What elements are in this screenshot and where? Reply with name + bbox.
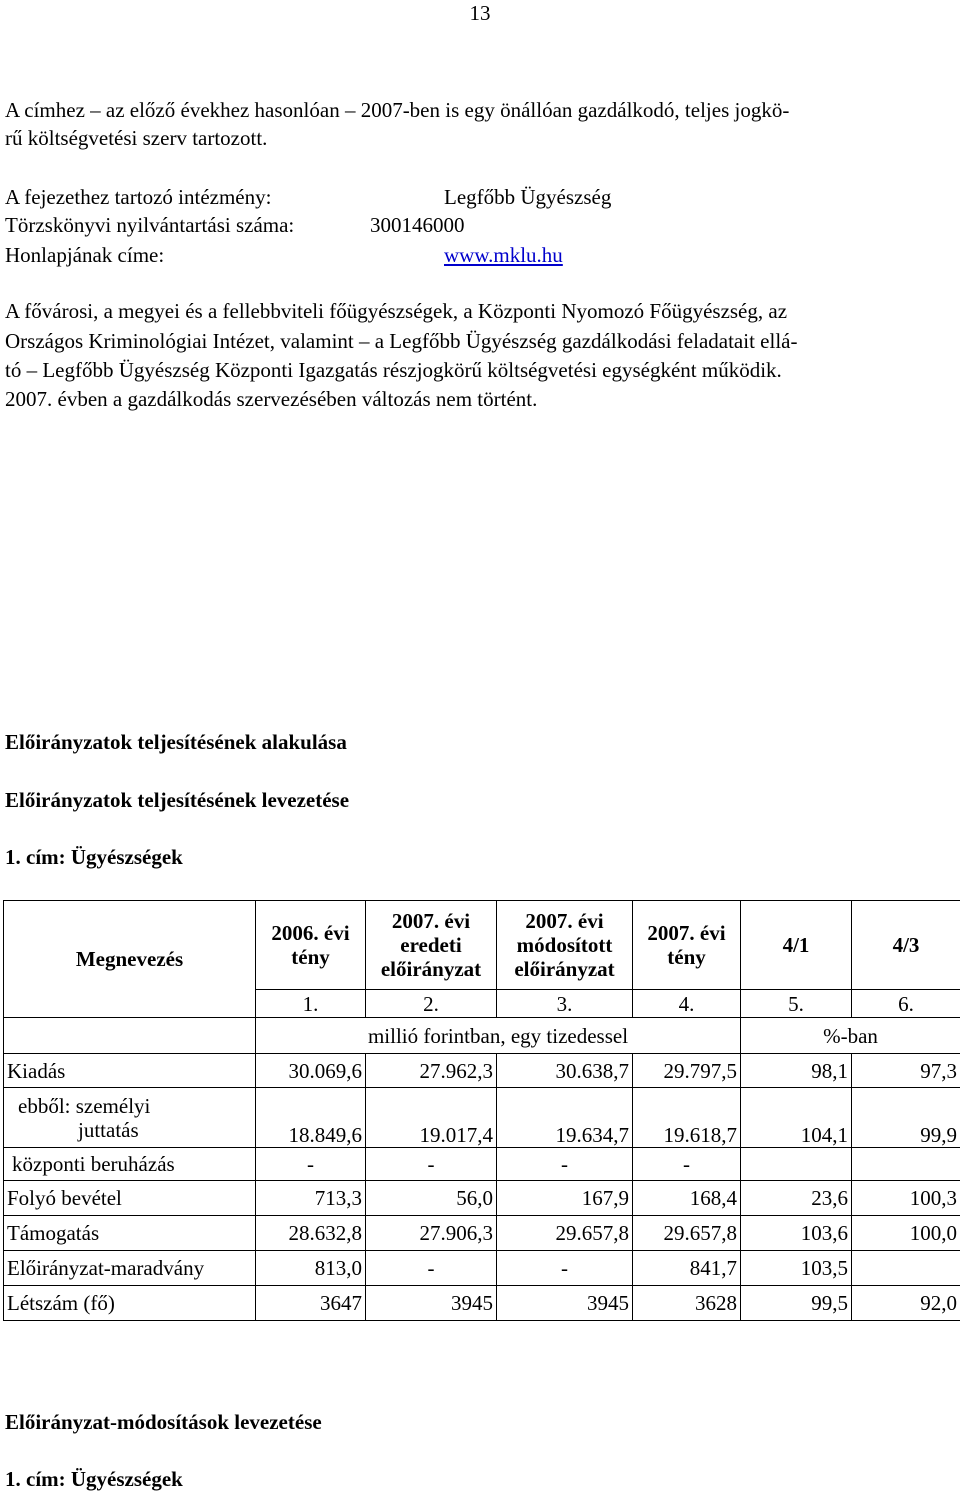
registry-value: 300146000: [370, 213, 465, 237]
cell: 100,0: [852, 1216, 960, 1251]
cell: 30.069,6: [256, 1054, 366, 1088]
cell: 19.634,7: [497, 1088, 633, 1148]
intro-line-2: rű költségvetési szerv tartozott.: [5, 126, 268, 150]
cell: -: [497, 1148, 633, 1181]
col-num: 4.: [633, 990, 741, 1018]
website-link[interactable]: www.mklu.hu: [444, 243, 563, 267]
cell: 18.849,6: [256, 1088, 366, 1148]
row-label: központi beruházás: [4, 1148, 256, 1181]
table-row: [4, 1286, 960, 1321]
cell: [741, 1148, 852, 1181]
row-label: ebből: személyi juttatás: [4, 1088, 256, 1148]
unit-empty: [4, 1018, 256, 1054]
paragraph-line-2: Országos Kriminológiai Intézet, valamint – a Legfőbb Ügyészség gazdálkodási feladatait ellá-: [5, 329, 798, 353]
cell: -: [366, 1251, 497, 1286]
cell: 104,1: [741, 1088, 852, 1148]
header-ratio-4-1: 4/1: [741, 901, 852, 990]
header-2007-original: 2007. évi eredeti előirányzat: [366, 901, 497, 990]
cell: 3647: [256, 1286, 366, 1321]
row-label: Kiadás: [4, 1054, 256, 1088]
cell: 3628: [633, 1286, 741, 1321]
appropriations-table: [3, 900, 960, 1321]
paragraph-line-4: 2007. évben a gazdálkodás szervezésében változás nem történt.: [5, 387, 538, 411]
website-label: Honlapjának címe:: [5, 243, 165, 267]
paragraph-line-1: A fővárosi, a megyei és a fellebbviteli főügyészségek, a Központi Nyomozó Főügyészség, az: [5, 299, 788, 323]
col-num: 6.: [852, 990, 960, 1018]
cell: -: [366, 1148, 497, 1181]
paragraph-line-3: tó – Legfőbb Ügyészség Központi Igazgatás részjogkörű költségvetési egységként működik.: [5, 358, 782, 382]
row-label: Létszám (fő): [4, 1286, 256, 1321]
cell: 3945: [366, 1286, 497, 1321]
cell: 97,3: [852, 1054, 960, 1088]
table-row: [4, 1216, 960, 1251]
heading-performance: Előirányzatok teljesítésének alakulása: [5, 730, 347, 754]
header-name: Megnevezés: [4, 901, 256, 1018]
row-label: Folyó bevétel: [4, 1181, 256, 1216]
institution-label: A fejezethez tartozó intézmény:: [5, 185, 272, 209]
col-num: 3.: [497, 990, 633, 1018]
heading-modifications: Előirányzat-módosítások levezetése: [5, 1410, 322, 1434]
header-2007-modified: 2007. évi módosított előirányzat: [497, 901, 633, 990]
cell: 29.797,5: [633, 1054, 741, 1088]
cell: 99,5: [741, 1286, 852, 1321]
table-row: [4, 1251, 960, 1286]
cell: -: [497, 1251, 633, 1286]
unit-money: millió forintban, egy tizedessel: [256, 1018, 741, 1054]
cell: 28.632,8: [256, 1216, 366, 1251]
cell: 99,9: [852, 1088, 960, 1148]
cell: 30.638,7: [497, 1054, 633, 1088]
cell: 29.657,8: [497, 1216, 633, 1251]
header-2006-actual: 2006. évi tény: [256, 901, 366, 990]
cell: 92,0: [852, 1286, 960, 1321]
unit-percent: %-ban: [741, 1018, 960, 1054]
cell: 23,6: [741, 1181, 852, 1216]
cell: 841,7: [633, 1251, 741, 1286]
cell: 98,1: [741, 1054, 852, 1088]
header-2007-actual: 2007. évi tény: [633, 901, 741, 990]
registry-label: Törzskönyvi nyilvántartási száma:: [5, 213, 295, 237]
heading-title-1-bottom: 1. cím: Ügyészségek: [5, 1467, 183, 1491]
cell: 27.906,3: [366, 1216, 497, 1251]
row-label: Előirányzat-maradvány: [4, 1251, 256, 1286]
cell: 713,3: [256, 1181, 366, 1216]
col-num: 1.: [256, 990, 366, 1018]
cell: 103,5: [741, 1251, 852, 1286]
intro-line-1: A címhez – az előző évekhez hasonlóan – 2007-ben is egy önállóan gazdálkodó, teljes jogkö-: [5, 98, 790, 122]
cell: 19.017,4: [366, 1088, 497, 1148]
institution-value: Legfőbb Ügyészség: [444, 185, 612, 209]
cell: 103,6: [741, 1216, 852, 1251]
cell: 3945: [497, 1286, 633, 1321]
cell: 56,0: [366, 1181, 497, 1216]
table-row: [4, 1054, 960, 1088]
cell: 168,4: [633, 1181, 741, 1216]
cell: 19.618,7: [633, 1088, 741, 1148]
cell: -: [633, 1148, 741, 1181]
cell: 167,9: [497, 1181, 633, 1216]
cell: [852, 1251, 960, 1286]
table-row: [4, 1148, 960, 1181]
heading-derivation: Előirányzatok teljesítésének levezetése: [5, 788, 350, 812]
cell: 100,3: [852, 1181, 960, 1216]
cell: 29.657,8: [633, 1216, 741, 1251]
cell: -: [256, 1148, 366, 1181]
heading-title-1: 1. cím: Ügyészségek: [5, 845, 183, 869]
cell: 813,0: [256, 1251, 366, 1286]
table-row: [4, 1181, 960, 1216]
page-number: 13: [469, 1, 491, 25]
cell: 27.962,3: [366, 1054, 497, 1088]
col-num: 5.: [741, 990, 852, 1018]
col-num: 2.: [366, 990, 497, 1018]
row-label: Támogatás: [4, 1216, 256, 1251]
table-row: [4, 1088, 960, 1148]
header-ratio-4-3: 4/3: [852, 901, 960, 990]
cell: [852, 1148, 960, 1181]
